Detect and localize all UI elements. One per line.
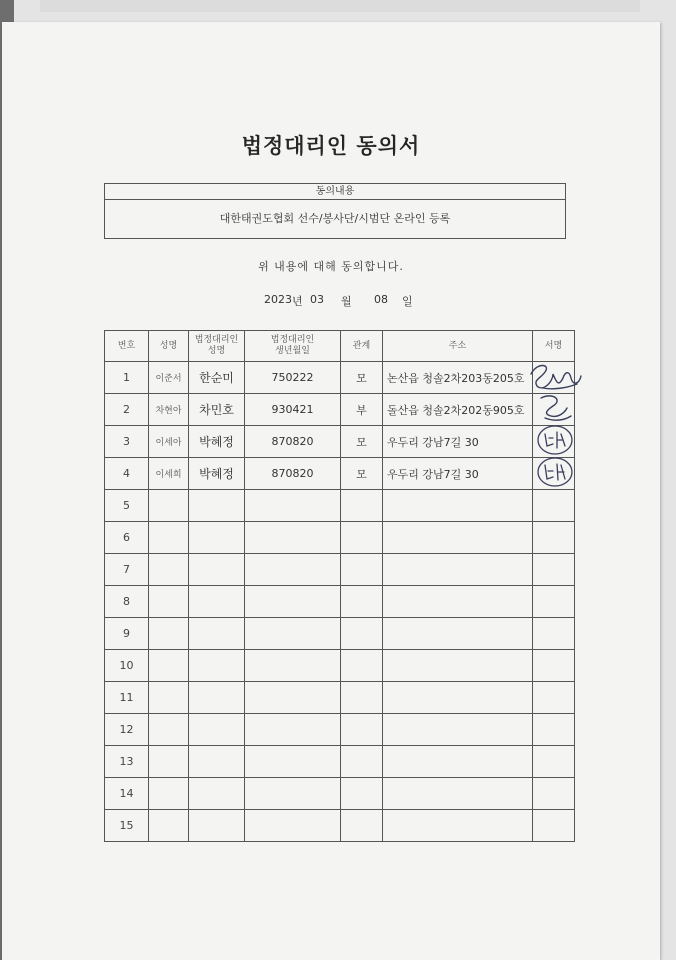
guardian-birthdate: 930421 (245, 394, 341, 426)
row-number: 15 (105, 810, 149, 842)
empty-cell (245, 714, 341, 746)
date-month: 03 (310, 293, 324, 306)
empty-cell (245, 490, 341, 522)
empty-cell (341, 714, 383, 746)
row-number: 4 (105, 458, 149, 490)
row-number: 8 (105, 586, 149, 618)
empty-cell (245, 682, 341, 714)
empty-cell (341, 682, 383, 714)
address: 돌산읍 청솔2차202동905호 (383, 394, 533, 426)
table-row (105, 586, 575, 618)
empty-cell (383, 682, 533, 714)
document-title: 법정대리인 동의서 (241, 134, 421, 158)
signature-cell (533, 458, 575, 490)
empty-cell (189, 586, 245, 618)
empty-cell (383, 586, 533, 618)
empty-cell (533, 650, 575, 682)
date-year: 2023 (264, 293, 292, 306)
empty-cell (149, 746, 189, 778)
row-number: 1 (105, 362, 149, 394)
handwritten-signature-2 (523, 388, 583, 428)
consent-text: 대한태권도협회 선수/봉사단/시범단 온라인 등록 (219, 212, 451, 225)
empty-cell (245, 810, 341, 842)
guardian-name: 한순미 (189, 362, 245, 394)
table-row (105, 362, 575, 394)
empty-cell (189, 810, 245, 842)
empty-cell (189, 746, 245, 778)
empty-cell (189, 778, 245, 810)
signature-cell (533, 362, 575, 394)
empty-cell (341, 586, 383, 618)
guardian-birthdate: 870820 (245, 426, 341, 458)
row-number: 14 (105, 778, 149, 810)
empty-cell (383, 810, 533, 842)
guardian-table (104, 330, 575, 842)
header-address: 주소 (383, 331, 533, 362)
table-row (105, 490, 575, 522)
child-name: 이세아 (149, 426, 189, 458)
empty-cell (149, 586, 189, 618)
empty-cell (341, 554, 383, 586)
empty-cell (533, 618, 575, 650)
empty-cell (383, 746, 533, 778)
row-number: 5 (105, 490, 149, 522)
empty-cell (149, 778, 189, 810)
row-number: 6 (105, 522, 149, 554)
relation: 모 (341, 426, 383, 458)
date-year-suffix: 년 (292, 295, 303, 308)
header-name: 성명 (149, 331, 189, 362)
empty-cell (245, 586, 341, 618)
row-number: 12 (105, 714, 149, 746)
empty-cell (149, 682, 189, 714)
empty-cell (149, 554, 189, 586)
header-guardian-name (189, 331, 245, 362)
empty-cell (383, 522, 533, 554)
empty-cell (245, 650, 341, 682)
header-number: 번호 (105, 331, 149, 362)
table-row (105, 714, 575, 746)
empty-cell (245, 554, 341, 586)
table-row (105, 554, 575, 586)
header-guardian-birth-line1: 법정대리인 (270, 335, 315, 345)
relation: 모 (341, 458, 383, 490)
empty-cell (341, 618, 383, 650)
empty-cell (341, 650, 383, 682)
header-guardian-birth-line2: 생년월일 (275, 346, 310, 356)
address: 우두리 강남7길 30 (383, 458, 533, 490)
child-name: 이세희 (149, 458, 189, 490)
consent-header: 동의내용 (105, 184, 565, 200)
empty-cell (341, 778, 383, 810)
header-signature: 서명 (533, 331, 575, 362)
guardian-birthdate: 870820 (245, 458, 341, 490)
row-number: 3 (105, 426, 149, 458)
empty-cell (341, 522, 383, 554)
empty-cell (383, 650, 533, 682)
table-row (105, 746, 575, 778)
header-guardian-name-line2: 성명 (207, 346, 226, 356)
handwritten-signature-1 (523, 356, 587, 398)
empty-cell (341, 746, 383, 778)
empty-cell (533, 682, 575, 714)
header-guardian-birth (245, 331, 341, 362)
table-row (105, 778, 575, 810)
table-header-row (105, 331, 575, 362)
date-day: 08 (374, 293, 388, 306)
empty-cell (383, 714, 533, 746)
empty-cell (341, 490, 383, 522)
empty-cell (533, 778, 575, 810)
header-relation: 관계 (341, 331, 383, 362)
empty-cell (149, 618, 189, 650)
empty-cell (383, 554, 533, 586)
empty-cell (149, 810, 189, 842)
empty-cell (533, 554, 575, 586)
row-number: 10 (105, 650, 149, 682)
date-month-suffix: 월 (341, 295, 352, 308)
background-paper-edge (40, 0, 640, 12)
empty-cell (189, 554, 245, 586)
guardian-birthdate: 750222 (245, 362, 341, 394)
empty-cell (189, 650, 245, 682)
guardian-name: 박혜정 (189, 426, 245, 458)
empty-cell (189, 618, 245, 650)
empty-cell (533, 522, 575, 554)
empty-cell (189, 490, 245, 522)
row-number: 2 (105, 394, 149, 426)
table-row (105, 682, 575, 714)
agreement-statement: 위 내용에 대해 동의합니다. (258, 260, 404, 273)
empty-cell (189, 714, 245, 746)
empty-cell (245, 522, 341, 554)
empty-cell (533, 714, 575, 746)
table-row (105, 650, 575, 682)
table-row (105, 618, 575, 650)
relation: 부 (341, 394, 383, 426)
signature-cell (533, 394, 575, 426)
empty-cell (341, 810, 383, 842)
empty-cell (189, 522, 245, 554)
empty-cell (149, 714, 189, 746)
empty-cell (533, 490, 575, 522)
empty-cell (245, 746, 341, 778)
signature-cell (533, 426, 575, 458)
consent-content-box (104, 183, 566, 239)
empty-cell (533, 746, 575, 778)
relation: 모 (341, 362, 383, 394)
row-number: 11 (105, 682, 149, 714)
address: 논산읍 청솔2차203동205호 (383, 362, 533, 394)
handwritten-signature-4 (523, 452, 583, 492)
table-row (105, 426, 575, 458)
empty-cell (245, 778, 341, 810)
consent-form-page (2, 22, 660, 960)
table-row (105, 810, 575, 842)
header-guardian-name-line1: 법정대리인 (194, 335, 239, 345)
guardian-name: 박혜정 (189, 458, 245, 490)
empty-cell (383, 618, 533, 650)
table-row (105, 394, 575, 426)
date-day-suffix: 일 (402, 295, 413, 308)
table-row (105, 522, 575, 554)
empty-cell (189, 682, 245, 714)
empty-cell (149, 522, 189, 554)
table-row (105, 458, 575, 490)
empty-cell (533, 586, 575, 618)
child-name: 차현아 (149, 394, 189, 426)
child-name: 이준서 (149, 362, 189, 394)
handwritten-signature-3 (523, 420, 583, 460)
address: 우두리 강남7길 30 (383, 426, 533, 458)
empty-cell (149, 650, 189, 682)
row-number: 13 (105, 746, 149, 778)
empty-cell (245, 618, 341, 650)
empty-cell (383, 778, 533, 810)
row-number: 9 (105, 618, 149, 650)
empty-cell (149, 490, 189, 522)
empty-cell (533, 810, 575, 842)
guardian-name: 차민호 (189, 394, 245, 426)
row-number: 7 (105, 554, 149, 586)
empty-cell (383, 490, 533, 522)
